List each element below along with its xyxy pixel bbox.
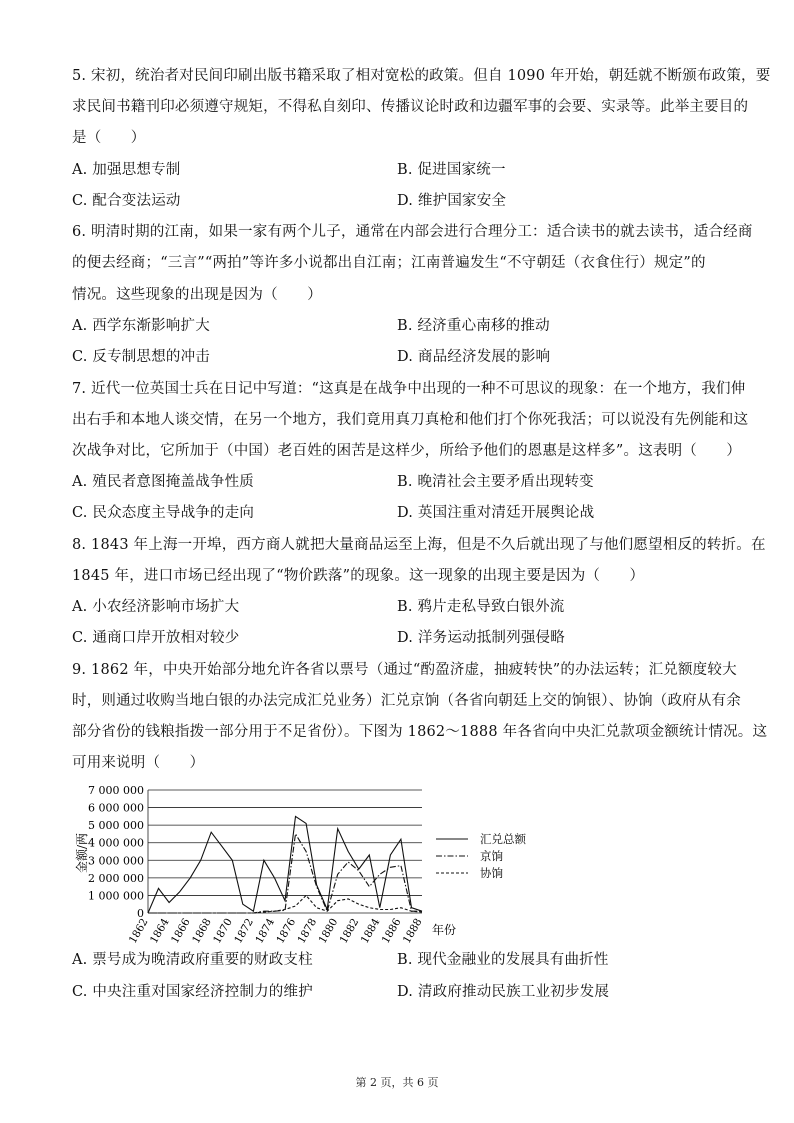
- x-tick-label: 1862: [126, 916, 151, 946]
- chart-legend: [436, 832, 526, 880]
- q7-line-2: 出右手和本地人谈交情，在另一个地方，我们竟用真刀真枪和他们打个你死我活；可以说没有先例能和这: [72, 412, 749, 428]
- x-tick-label: 1868: [190, 916, 214, 946]
- x-tick-label: 1864: [147, 916, 172, 946]
- legend-label: 协饷: [480, 866, 503, 880]
- q7-line-3: 次战争对比，它所加于（中国）老百姓的困苦是这样少，所给予他们的恩惠是这样多”。这表明（ ）: [72, 443, 742, 459]
- q9-option-a: A. 票号成为晚清政府重要的财政支柱: [72, 952, 313, 968]
- legend-label: 汇兑总额: [480, 832, 526, 846]
- q9-line-3: 部分省份的钱粮指拨一部分用于不足省份）。下图为 1862～1888 年各省向中央汇兑款项金额统计情况。这: [72, 724, 768, 740]
- q5-option-c: C. 配合变法运动: [72, 193, 181, 209]
- q6-option-b: B. 经济重心南移的推动: [397, 318, 550, 334]
- x-tick-label: 1870: [211, 916, 235, 946]
- q8-line-2: 1845 年，进口市场已经出现了“物价跌落”的现象。这一现象的出现主要是因为（ ）: [72, 568, 645, 584]
- q9-line-1: 9. 1862 年，中央开始部分地允许各省以票号（通过“酌盈济虚，抽疲转快”的办法运转；汇兑额度较大: [72, 662, 737, 678]
- series-line: [148, 834, 422, 913]
- chart-x-tick-labels: [127, 916, 425, 945]
- x-tick-label: 1880: [316, 916, 341, 946]
- q8-option-c: C. 通商口岸开放相对较少: [72, 630, 240, 646]
- chart-gridlines: [148, 790, 422, 913]
- x-tick-label: 1884: [358, 916, 383, 946]
- y-tick-label: 5 000 000: [88, 819, 144, 833]
- chart-series-lines: [148, 816, 422, 913]
- q7-option-d: D. 英国注重对清廷开展舆论战: [397, 505, 595, 521]
- chart-y-axis-label: 金额/两: [75, 832, 89, 874]
- q7-option-a: A. 殖民者意图掩盖战争性质: [72, 474, 254, 490]
- y-tick-label: 4 000 000: [88, 836, 144, 850]
- q5-line-3: 是（ ）: [72, 130, 146, 146]
- q7-option-c: C. 民众态度主导战争的走向: [72, 505, 255, 521]
- q8-option-a: A. 小农经济影响市场扩大: [72, 599, 240, 615]
- legend-label: 京饷: [480, 849, 503, 863]
- y-tick-label: 3 000 000: [88, 854, 144, 868]
- series-line: [148, 816, 422, 913]
- x-tick-label: 1874: [253, 916, 278, 946]
- page-footer: 第 2 页，共 6 页: [355, 1076, 439, 1089]
- q5-line-1: 5. 宋初，统治者对民间印刷出版书籍采取了相对宽松的政策。但自 1090 年开始，朝廷就不断颁布政策，要: [72, 68, 771, 84]
- q8-option-d: D. 洋务运动抵制列强侵略: [397, 630, 565, 646]
- q6-option-d: D. 商品经济发展的影响: [397, 349, 551, 365]
- x-tick-label: 1878: [295, 916, 320, 946]
- q5-option-a: A. 加强思想专制: [72, 162, 181, 178]
- x-tick-label: 1866: [168, 916, 193, 946]
- q5-line-2: 求民间书籍刊印必须遵守规矩，不得私自刻印、传播议论时政和边疆军事的会要、实录等。此举主要目的: [72, 99, 749, 115]
- q5-option-b: B. 促进国家统一: [397, 162, 506, 178]
- y-tick-label: 7 000 000: [88, 784, 144, 797]
- chart-y-tick-labels: [88, 784, 144, 920]
- x-tick-label: 1886: [379, 916, 404, 946]
- q6-option-a: A. 西学东渐影响扩大: [72, 318, 210, 334]
- series-line: [148, 895, 422, 913]
- q8-option-b: B. 鸦片走私导致白银外流: [397, 599, 565, 615]
- y-tick-label: 1 000 000: [88, 889, 144, 903]
- q9-option-b: B. 现代金融业的发展具有曲折性: [397, 952, 609, 968]
- q6-line-3: 情况。这些现象的出现是因为（ ）: [72, 287, 322, 303]
- y-tick-label: 6 000 000: [88, 801, 144, 815]
- q6-line-1: 6. 明清时期的江南，如果一家有两个儿子，通常在内部会进行合理分工：适合读书的就去读书，适合经商: [72, 224, 753, 240]
- y-tick-label: 2 000 000: [88, 871, 144, 885]
- x-tick-label: 1872: [232, 916, 256, 946]
- q9-line-4: 可用来说明（ ）: [72, 755, 205, 771]
- q6-line-2: 的便去经商；“三言”“两拍”等许多小说都出自江南；江南普遍发生“不守朝廷（衣食住行）规定”的: [72, 255, 706, 271]
- q8-line-1: 8. 1843 年上海一开埠，西方商人就把大量商品运至上海，但是不久后就出现了与他们愿望相反的转折。在: [72, 537, 766, 553]
- y-tick-label: 0: [137, 907, 144, 920]
- x-tick-label: 1876: [274, 916, 299, 946]
- q7-option-b: B. 晚清社会主要矛盾出现转变: [397, 474, 594, 490]
- q9-line-2: 时，则通过收购当地白银的办法完成汇兑业务）汇兑京饷（各省向朝廷上交的饷银）、协饷（政府从有余: [72, 693, 741, 709]
- q7-line-1: 7. 近代一位英国士兵在日记中写道：“这真是在战争中出现的一种不可思议的现象：在一个地方，我们伸: [72, 381, 746, 397]
- q9-option-c: C. 中央注重对国家经济控制力的维护: [72, 984, 313, 1000]
- q6-option-c: C. 反专制思想的冲击: [72, 349, 210, 365]
- chart-x-axis-label: 年份: [432, 923, 457, 937]
- q9-option-d: D. 清政府推动民族工业初步发展: [397, 984, 610, 1000]
- x-tick-label: 1888: [400, 916, 425, 946]
- q5-option-d: D. 维护国家安全: [397, 193, 507, 209]
- x-tick-label: 1882: [337, 916, 362, 946]
